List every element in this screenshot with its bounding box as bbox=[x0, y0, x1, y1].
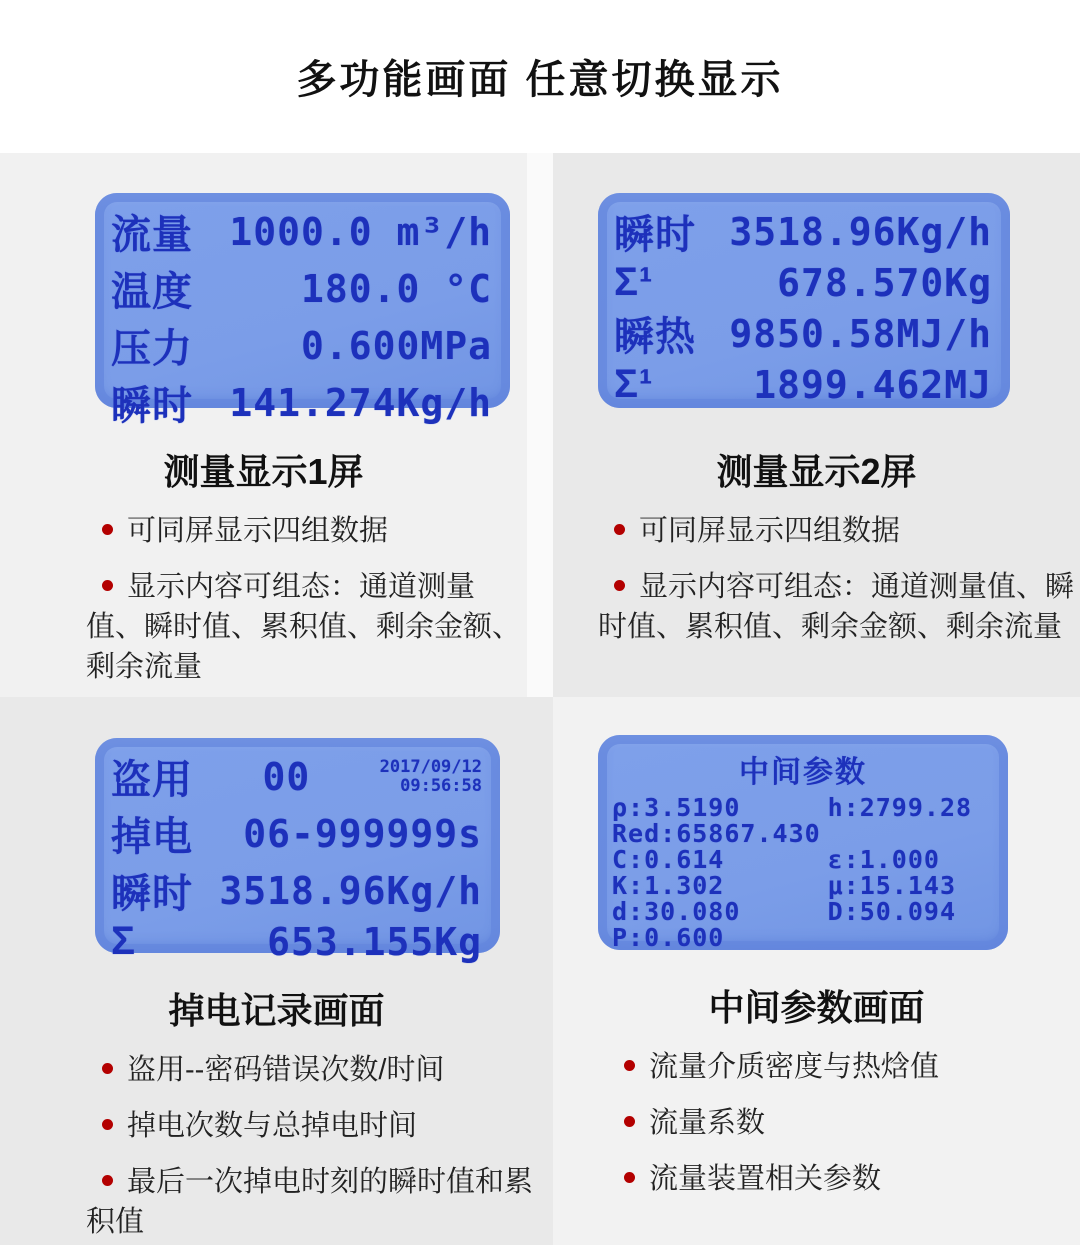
lcd-row-value: 0.600MPa bbox=[300, 323, 492, 368]
bullet-dot-icon bbox=[102, 580, 113, 591]
bullet-text: 可同屏显示四组数据 bbox=[639, 515, 901, 547]
lcd-rows bbox=[111, 203, 492, 428]
bullet-item bbox=[598, 511, 1074, 551]
lcd-row-value: 1899.462MJ bbox=[753, 362, 992, 407]
lcd-row bbox=[111, 919, 482, 964]
bullet-list bbox=[553, 1047, 1080, 1199]
bullet-item bbox=[608, 1047, 1074, 1087]
lcd-param: d:30.080 bbox=[612, 897, 741, 926]
lcd-row-value: 1000.0 m³/h bbox=[229, 209, 492, 254]
lcd-row-label: 掉电 bbox=[111, 815, 193, 859]
bullet-text: 显示内容可组态：通道测量值、瞬时值、累积值、剩余金额、剩余流量 bbox=[86, 571, 522, 683]
quadrant-measure-screen-2 bbox=[553, 153, 1080, 697]
bullet-text: 显示内容可组态：通道测量值、瞬时值、累积值、剩余金额、剩余流量 bbox=[598, 571, 1075, 643]
lcd-intermediate-params bbox=[598, 735, 1008, 950]
bullet-dot-icon bbox=[102, 1175, 113, 1186]
quadrant-measure-screen-1 bbox=[0, 153, 553, 697]
lcd-measure-screen-2 bbox=[598, 193, 1010, 408]
lcd-param-grid bbox=[598, 791, 1008, 951]
lcd-row-value: 180.0 °C bbox=[300, 266, 492, 311]
bullet-dot-icon bbox=[624, 1172, 635, 1183]
lcd-row bbox=[614, 305, 992, 362]
lcd-row-value: 3518.96Kg/h bbox=[219, 868, 482, 913]
lcd-param: P:0.600 bbox=[612, 923, 725, 952]
bullet-item bbox=[608, 1103, 1074, 1143]
lcd-row bbox=[111, 374, 492, 431]
quadrant-intermediate-params bbox=[553, 697, 1080, 1245]
quadrant-heading: 测量显示2屏 bbox=[716, 451, 917, 492]
lcd-param: K:1.302 bbox=[612, 871, 725, 900]
lcd-row-label: 压力 bbox=[111, 327, 193, 371]
lcd-row bbox=[614, 362, 992, 407]
bullet-list bbox=[553, 511, 1080, 647]
lcd-row-label: 盗用 bbox=[111, 758, 193, 802]
bullet-dot-icon bbox=[102, 1063, 113, 1074]
lcd-row-value: 141.274Kg/h bbox=[229, 380, 492, 425]
lcd-row-value: 9850.58MJ/h bbox=[729, 311, 992, 356]
lcd-power-loss-record bbox=[95, 738, 500, 964]
lcd-row-label: 流量 bbox=[111, 213, 193, 257]
lcd-row bbox=[111, 862, 482, 919]
lcd-param: C:0.614 bbox=[612, 845, 725, 874]
bullet-text: 可同屏显示四组数据 bbox=[127, 515, 389, 547]
lcd-param: ε:1.000 bbox=[827, 845, 940, 874]
lcd-param: ρ:3.5190 bbox=[612, 793, 741, 822]
bullet-text: 最后一次掉电时刻的瞬时值和累积值 bbox=[86, 1166, 534, 1238]
lcd-row-value: 678.570Kg bbox=[777, 260, 992, 305]
bullet-dot-icon bbox=[102, 524, 113, 535]
bullet-text: 流量系数 bbox=[649, 1107, 766, 1139]
bullet-text: 盗用--密码错误次数/时间 bbox=[127, 1054, 445, 1086]
bullet-item bbox=[598, 567, 1074, 647]
quadrant-power-loss-record bbox=[0, 697, 553, 1245]
bullet-item bbox=[608, 1159, 1074, 1199]
bullet-item bbox=[86, 1106, 547, 1146]
lcd-param: h:2799.28 bbox=[827, 793, 973, 822]
bullet-text: 流量介质密度与热焓值 bbox=[649, 1051, 940, 1083]
lcd-row-label: Σ¹ bbox=[614, 260, 654, 304]
bullet-text: 掉电次数与总掉电时间 bbox=[127, 1110, 418, 1142]
lcd-row-value: 06-999999s bbox=[243, 811, 482, 856]
lcd-row bbox=[111, 317, 492, 374]
lcd-param: D:50.094 bbox=[827, 897, 957, 926]
bullet-item bbox=[86, 1162, 547, 1242]
quadrant-heading: 中间参数画面 bbox=[708, 987, 925, 1028]
lcd-rows bbox=[111, 748, 482, 964]
bullet-text: 流量装置相关参数 bbox=[649, 1163, 882, 1195]
lcd-row-value: 653.155Kg bbox=[267, 919, 482, 964]
lcd-measure-screen-1 bbox=[95, 193, 510, 428]
lcd-row-label: 温度 bbox=[111, 270, 193, 314]
lcd-row bbox=[111, 203, 492, 260]
lcd-param: Red:65867.430 bbox=[612, 819, 821, 848]
bullet-dot-icon bbox=[624, 1116, 635, 1127]
lcd-row-value: 00 bbox=[262, 754, 311, 799]
lcd-row-label: 瞬热 bbox=[614, 315, 696, 359]
lcd-row-label: Σ¹ bbox=[614, 362, 654, 406]
lcd-row bbox=[614, 260, 992, 305]
quadrant-heading: 掉电记录画面 bbox=[168, 990, 385, 1031]
lcd-row-value: 3518.96Kg/h bbox=[729, 209, 992, 254]
lcd-row bbox=[111, 805, 482, 862]
bullet-item bbox=[86, 1050, 547, 1090]
quadrant-heading: 测量显示1屏 bbox=[163, 451, 364, 492]
quadrant-grid bbox=[0, 153, 1080, 1245]
lcd-date: 2017/09/12 bbox=[379, 756, 482, 777]
lcd-param: μ:15.143 bbox=[827, 871, 957, 900]
bullet-dot-icon bbox=[614, 524, 625, 535]
lcd-screen-title: 中间参数 bbox=[739, 756, 867, 789]
bullet-list bbox=[0, 1050, 553, 1242]
lcd-time: 09:56:58 bbox=[400, 775, 482, 796]
lcd-param bbox=[828, 821, 1004, 847]
lcd-row bbox=[111, 260, 492, 317]
bullet-dot-icon bbox=[624, 1060, 635, 1071]
lcd-row-label: 瞬时 bbox=[111, 384, 193, 428]
lcd-param bbox=[828, 925, 1004, 951]
bullet-item bbox=[86, 511, 521, 551]
page-title: 多功能画面 任意切换显示 bbox=[296, 58, 784, 102]
lcd-row bbox=[111, 748, 482, 805]
lcd-row-label: Σ bbox=[111, 919, 137, 963]
lcd-row bbox=[614, 203, 992, 260]
lcd-rows bbox=[614, 203, 992, 407]
lcd-row-label: 瞬时 bbox=[614, 213, 696, 257]
bullet-dot-icon bbox=[614, 580, 625, 591]
bullet-dot-icon bbox=[102, 1119, 113, 1130]
bullet-list bbox=[0, 511, 527, 687]
bullet-item bbox=[86, 567, 521, 687]
lcd-datetime bbox=[380, 758, 482, 796]
lcd-row-label: 瞬时 bbox=[111, 872, 193, 916]
